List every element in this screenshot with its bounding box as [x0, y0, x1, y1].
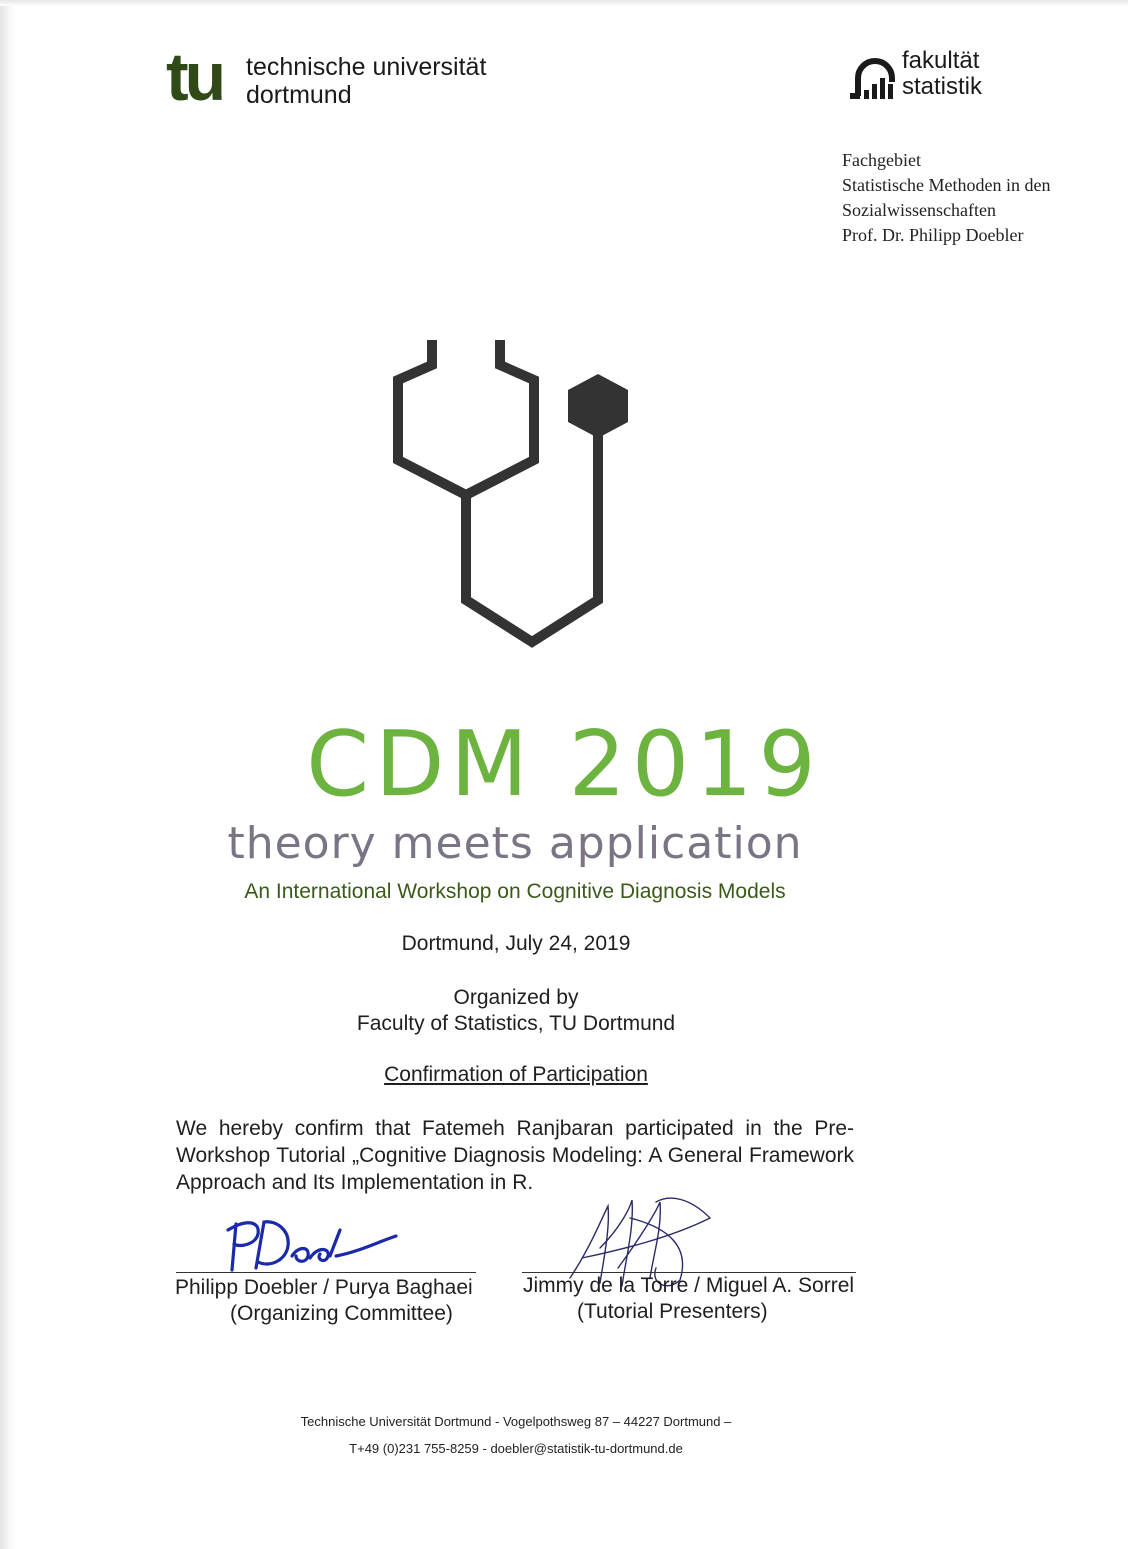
signatory-names-right: Jimmy de la Torre / Miguel A. Sorrel: [523, 1274, 855, 1297]
tu-logo-line1: technische universität: [246, 53, 487, 81]
signatory-role-left: (Organizing Committee): [230, 1302, 453, 1325]
signature-line-right: [522, 1272, 856, 1273]
organizer-name: Faculty of Statistics, TU Dortmund: [356, 1012, 676, 1035]
footer-contact: T+49 (0)231 755-8259 - doebler@statistik-tu-dortmund.de: [349, 1441, 683, 1456]
svg-text:tu: tu: [166, 48, 223, 108]
signatory-role-right: (Tutorial Presenters): [577, 1300, 768, 1323]
footer-address: Technische Universität Dortmund - Vogelpothsweg 87 – 44227 Dortmund –: [300, 1414, 732, 1429]
page-top-shadow: [0, 0, 1128, 6]
faculty-statistics-logo: [850, 48, 1010, 104]
tu-logo-icon: [166, 48, 236, 108]
signature-line-left: [176, 1272, 476, 1273]
faculty-logo-line1: fakultät: [902, 47, 980, 74]
event-title: CDM 2019: [306, 712, 822, 817]
department-line: Sozialwissenschaften: [842, 200, 996, 220]
faculty-logo-line2: statistik: [902, 73, 983, 100]
signatory-names-left: Philipp Doebler / Purya Baghaei: [175, 1276, 473, 1299]
workshop-description: An International Workshop on Cognitive Diagnosis Models: [244, 880, 786, 903]
department-professor: Prof. Dr. Philipp Doebler: [842, 225, 1024, 245]
certificate-body: We hereby confirm that Fatemeh Ranjbaran participated in the Pre-Workshop Tutorial „Cognitive Diagnosis Modeling: A General Framework Approach and Its Implementation in R.: [176, 1117, 854, 1194]
tu-logo-line2: dortmund: [246, 81, 352, 109]
tu-logo-text: [246, 53, 486, 109]
tu-dortmund-logo: [166, 48, 496, 108]
certificate-heading: Confirmation of Participation: [384, 1063, 648, 1086]
faculty-logo-text: [902, 48, 982, 100]
event-subtitle: theory meets application: [227, 818, 803, 869]
signature-doebler: [218, 1200, 408, 1280]
statistics-logo-icon: [850, 52, 900, 102]
department-line: Fachgebiet: [842, 150, 921, 170]
department-address: [842, 148, 1102, 248]
department-line: Statistische Methoden in den: [842, 175, 1051, 195]
stethoscope-icon: [380, 330, 640, 660]
organizer-block: [0, 985, 1032, 1037]
organized-by-label: Organized by: [453, 986, 579, 1009]
event-place-date: Dortmund, July 24, 2019: [401, 932, 631, 955]
